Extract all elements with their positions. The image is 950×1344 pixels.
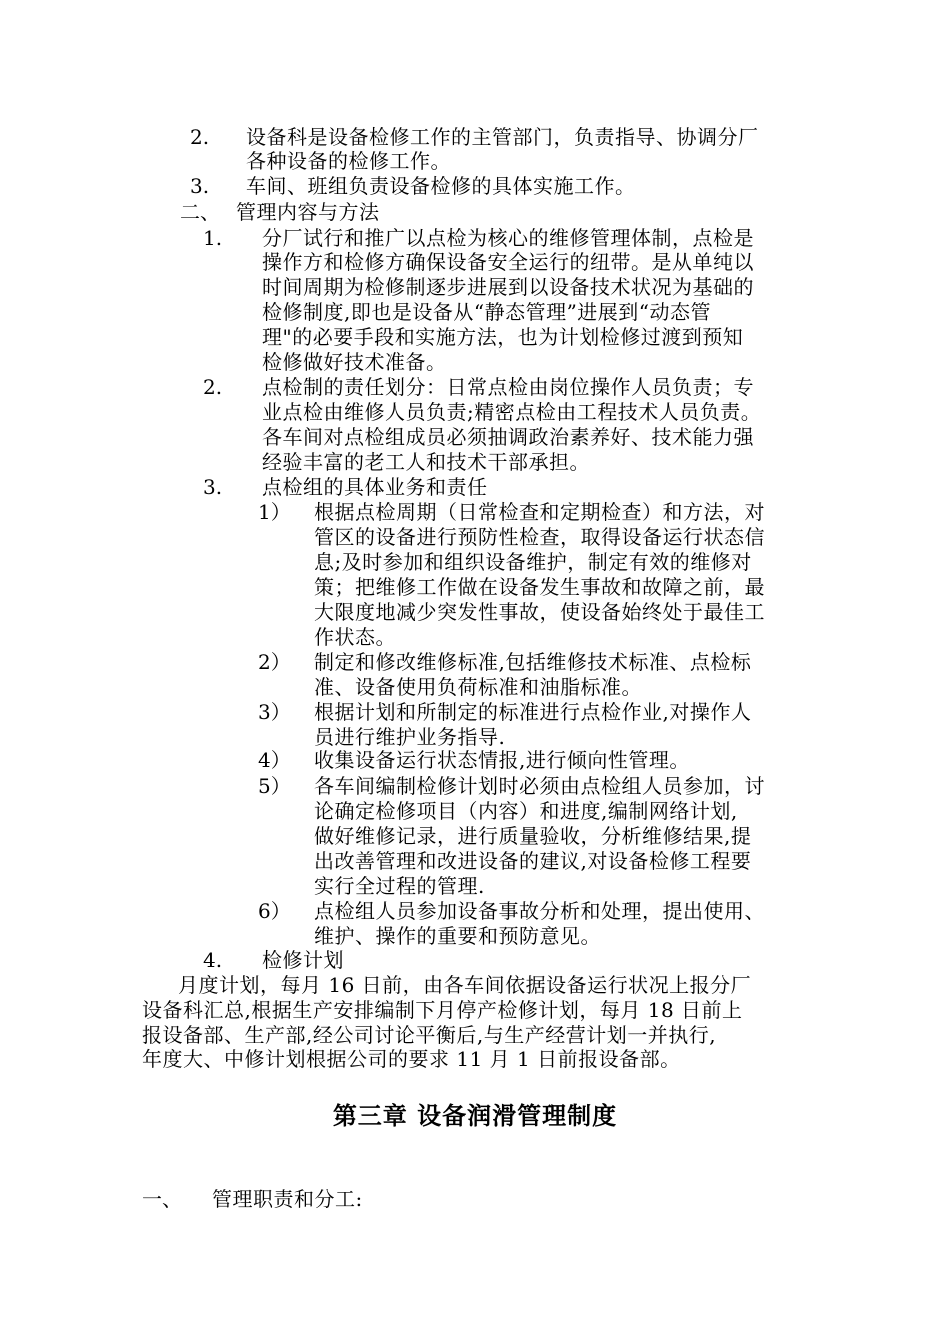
text-line: 管区的设备进行预防性检查，取得设备运行状态信	[314, 525, 765, 549]
text-line: 理"的必要手段和实施方法，也为计划检修过渡到预知	[262, 325, 744, 349]
paragraph-line: 设备科汇总,根据生产安排编制下月停产检修计划，每月 18 日前上	[142, 998, 743, 1022]
text-line: 检修做好技术准备。	[262, 350, 447, 374]
text-line: 员进行维护业务指导.	[314, 725, 506, 749]
text-line: 检修制度,即也是设备从“静态管理”进展到“动态管	[262, 300, 712, 324]
sub-list-number: 1）	[258, 500, 291, 524]
text-line: 准、设备使用负荷标准和油脂标准。	[314, 675, 642, 699]
list-number: 3.	[203, 475, 223, 499]
text-line: 各车间编制检修计划时必须由点检组人员参加，讨	[314, 774, 765, 798]
sub-list-number: 2）	[258, 650, 291, 674]
text-line: 车间、班组负责设备检修的具体实施工作。	[246, 174, 636, 198]
text-line: 经验丰富的老工人和技术干部承担。	[262, 450, 590, 474]
text-line: 息;及时参加和组织设备维护，制定有效的维修对	[314, 550, 752, 574]
sub-list-number: 5）	[258, 774, 291, 798]
sub-list-number: 3）	[258, 700, 291, 724]
text-line: 策；把维修工作做在设备发生事故和故障之前，最	[314, 575, 765, 599]
list-number: 4.	[203, 948, 223, 972]
text-line: 制定和修改维修标准,包括维修技术标准、点检标	[314, 650, 752, 674]
list-number: 3.	[190, 174, 210, 198]
section-number: 一、	[142, 1187, 182, 1211]
list-number: 2.	[190, 125, 210, 149]
text-line: 检修计划	[262, 948, 344, 972]
text-line: 收集设备运行状态情报,进行倾向性管理。	[314, 748, 690, 772]
text-line: 根据计划和所制定的标准进行点检作业,对操作人	[314, 700, 752, 724]
list-number: 1.	[203, 226, 223, 250]
text-line: 设备科是设备检修工作的主管部门，负责指导、协调分厂	[246, 125, 759, 149]
text-line: 分厂试行和推广以点检为核心的维修管理体制，点检是	[262, 226, 754, 250]
text-line: 业点检由维修人员负责;精密点检由工程技术人员负责。	[262, 400, 762, 424]
text-line: 出改善管理和改进设备的建议,对设备检修工程要	[314, 849, 752, 873]
text-line: 论确定检修项目（内容）和进度,编制网络计划,	[314, 799, 738, 823]
text-line: 实行全过程的管理.	[314, 874, 485, 898]
text-line: 各车间对点检组成员必须抽调政治素养好、技术能力强	[262, 425, 754, 449]
text-line: 大限度地减少突发性事故，使设备始终处于最佳工	[314, 600, 765, 624]
text-line: 各种设备的检修工作。	[246, 149, 451, 173]
sub-list-number: 4）	[258, 748, 291, 772]
text-line: 做好维修记录，进行质量验收，分析维修结果,提	[314, 824, 752, 848]
text-line: 操作方和检修方确保设备安全运行的纽带。是从单纯以	[262, 250, 754, 274]
paragraph-line: 年度大、中修计划根据公司的要求 11 月 1 日前报设备部。	[142, 1047, 681, 1071]
text-line: 作状态。	[314, 625, 396, 649]
text-line: 点检组的具体业务和责任	[262, 475, 488, 499]
sub-list-number: 6）	[258, 899, 291, 923]
paragraph-line: 月度计划，每月 16 日前，由各车间依据设备运行状况上报分厂	[178, 973, 752, 997]
text-line: 根据点检周期（日常检查和定期检查）和方法，对	[314, 500, 765, 524]
list-number: 2.	[203, 375, 223, 399]
section-number: 二、	[180, 200, 220, 224]
text-line: 点检制的责任划分：日常点检由岗位操作人员负责；专	[262, 375, 754, 399]
chapter-heading: 第三章 设备润滑管理制度	[332, 1102, 618, 1130]
text-line: 点检组人员参加设备事故分析和处理，提出使用、	[314, 899, 765, 923]
section-title: 管理职责和分工:	[212, 1187, 363, 1211]
paragraph-line: 报设备部、生产部,经公司讨论平衡后,与生产经营计划一并执行,	[142, 1023, 717, 1047]
text-line: 时间周期为检修制逐步进展到以设备技术状况为基础的	[262, 275, 754, 299]
section-title: 管理内容与方法	[236, 200, 380, 224]
text-line: 维护、操作的重要和预防意见。	[314, 924, 601, 948]
